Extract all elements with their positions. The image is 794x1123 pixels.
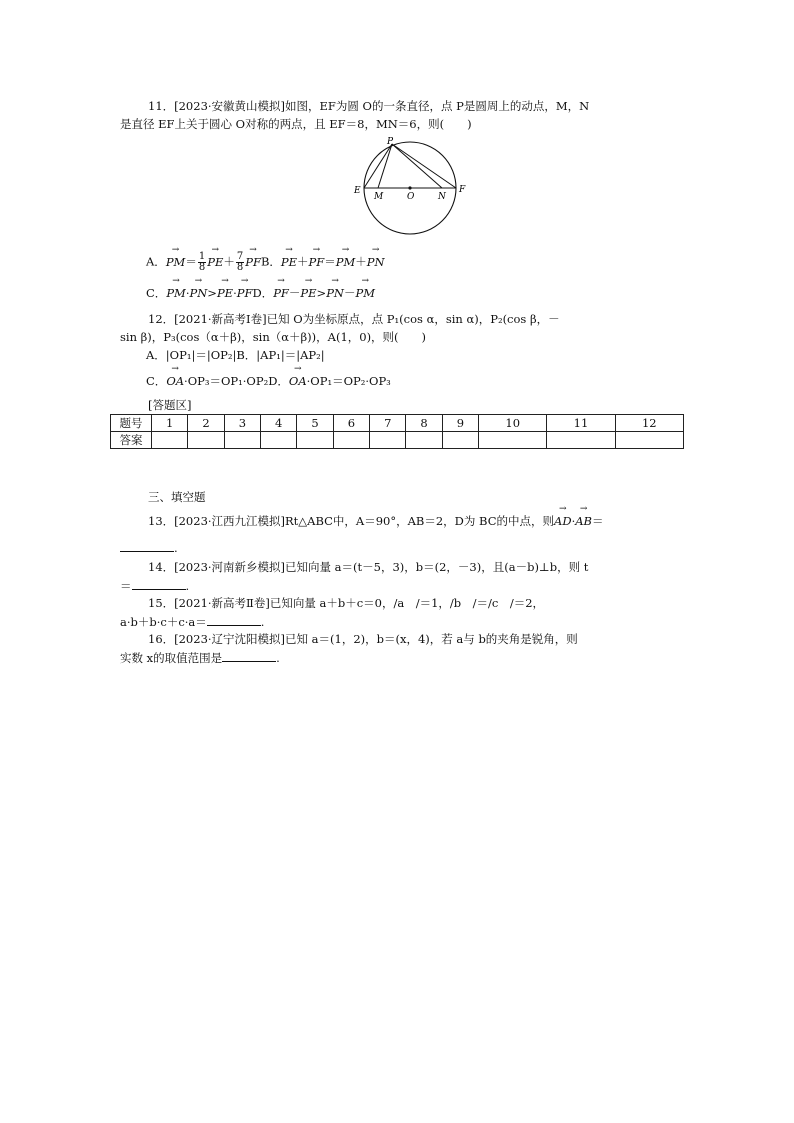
table-cell-number: 4 (261, 415, 297, 432)
answer-blank[interactable] (120, 540, 174, 552)
table-cell-number: 1 (152, 415, 188, 432)
section-title: 三、填空题 (148, 490, 206, 504)
q12-options-ab: A．|OP₁|＝|OP₂|B．|AP₁|＝|AP₂| (146, 348, 325, 362)
answer-cell[interactable] (547, 432, 615, 449)
answer-table-number-row (111, 415, 684, 432)
circle-diagram (352, 136, 468, 236)
answer-cell[interactable] (152, 432, 188, 449)
table-cell-number: 11 (547, 415, 615, 432)
table-header-answer: 答案 (111, 432, 152, 449)
q11-options-cd: C．→ PM·→ PN>→ PE·→ PFD．→ PF－→ PE>→ PN－→ PM (146, 286, 375, 300)
table-header-number: 题号 (111, 415, 152, 432)
table-cell-number: 10 (479, 415, 547, 432)
answer-cell[interactable] (370, 432, 406, 449)
q16-line1: 16．[2023·辽宁沈阳模拟]已知 a＝(1，2)，b＝(x，4)，若 a与 b的夹角是锐角，则 (148, 632, 578, 646)
answer-blank[interactable] (132, 578, 186, 590)
answer-area-title: [答题区] (148, 398, 192, 412)
q11-options-ab: A．→ PM＝ $\frac{1}{8}$ → PE＋ $\frac{7}{8}$ → PFB．→ PE＋→ PF＝→ PM＋→ PN (146, 252, 385, 273)
answer-table-answer-row (111, 432, 684, 449)
fraction-seven-eighths: $\frac{7}{8}$ (236, 251, 244, 273)
answer-cell[interactable] (333, 432, 369, 449)
q14-line2: ＝ . (120, 579, 190, 593)
q12-line2: sin β)，P₃(cos（α＋β)，sin（α＋β))，A(1，0)，则( ) (120, 330, 427, 344)
q15-line2: a·b＋b·c＋c·a＝ . (120, 615, 265, 629)
label-M: M (374, 192, 384, 202)
q13-line1: 13．[2023·江西九江模拟]Rt△ABC中，A＝90°，AB＝2，D为 BC的中点，则→ AD·→ AB＝ (148, 514, 603, 528)
q11-line1: 11．[2023·安徽黄山模拟]如图，EF为圆 O的一条直径，点 P是圆周上的动点，M，N (148, 99, 590, 113)
label-E: E (354, 186, 361, 196)
answer-blank[interactable] (222, 650, 276, 662)
label-N: N (438, 192, 446, 202)
fraction-one-eighth: $\frac{1}{8}$ (198, 251, 206, 273)
q15-line1: 15．[2021·新高考Ⅱ卷]已知向量 a＋b＋c＝0，/a /＝1，/b /＝/c /＝2， (148, 596, 545, 610)
answer-cell[interactable] (406, 432, 442, 449)
answer-cell[interactable] (188, 432, 224, 449)
q13-line2: . (120, 540, 178, 555)
table-cell-number: 8 (406, 415, 442, 432)
answer-cell[interactable] (261, 432, 297, 449)
answer-cell[interactable] (224, 432, 260, 449)
answer-table (110, 414, 684, 449)
q14-line1: 14．[2023·河南新乡模拟]已知向量 a＝(t－5，3)，b＝(2，－3)，且(a－b)⊥b，则 t (148, 560, 589, 574)
answer-cell[interactable] (479, 432, 547, 449)
answer-cell[interactable] (615, 432, 683, 449)
table-cell-number: 7 (370, 415, 406, 432)
label-O: O (407, 192, 415, 202)
table-cell-number: 9 (442, 415, 478, 432)
answer-blank[interactable] (207, 614, 261, 626)
label-P: P (387, 137, 394, 147)
table-cell-number: 3 (224, 415, 260, 432)
table-cell-number: 5 (297, 415, 333, 432)
q11-line2: 是直径 EF上关于圆心 O对称的两点，且 EF＝8，MN＝6，则( ) (120, 117, 472, 131)
answer-cell[interactable] (297, 432, 333, 449)
table-cell-number: 6 (333, 415, 369, 432)
table-cell-number: 12 (615, 415, 683, 432)
answer-cell[interactable] (442, 432, 478, 449)
q12-options-cd: C．→ OA·OP₃＝OP₁·OP₂D．→ OA·OP₁＝OP₂·OP₃ (146, 374, 391, 388)
q12-line1: 12．[2021·新高考Ⅰ卷]已知 O为坐标原点，点 P₁(cos α，sin α)，P₂(cos β，－ (148, 312, 560, 326)
table-cell-number: 2 (188, 415, 224, 432)
q16-line2: 实数 x的取值范围是 . (120, 651, 280, 665)
label-F: F (459, 185, 466, 195)
